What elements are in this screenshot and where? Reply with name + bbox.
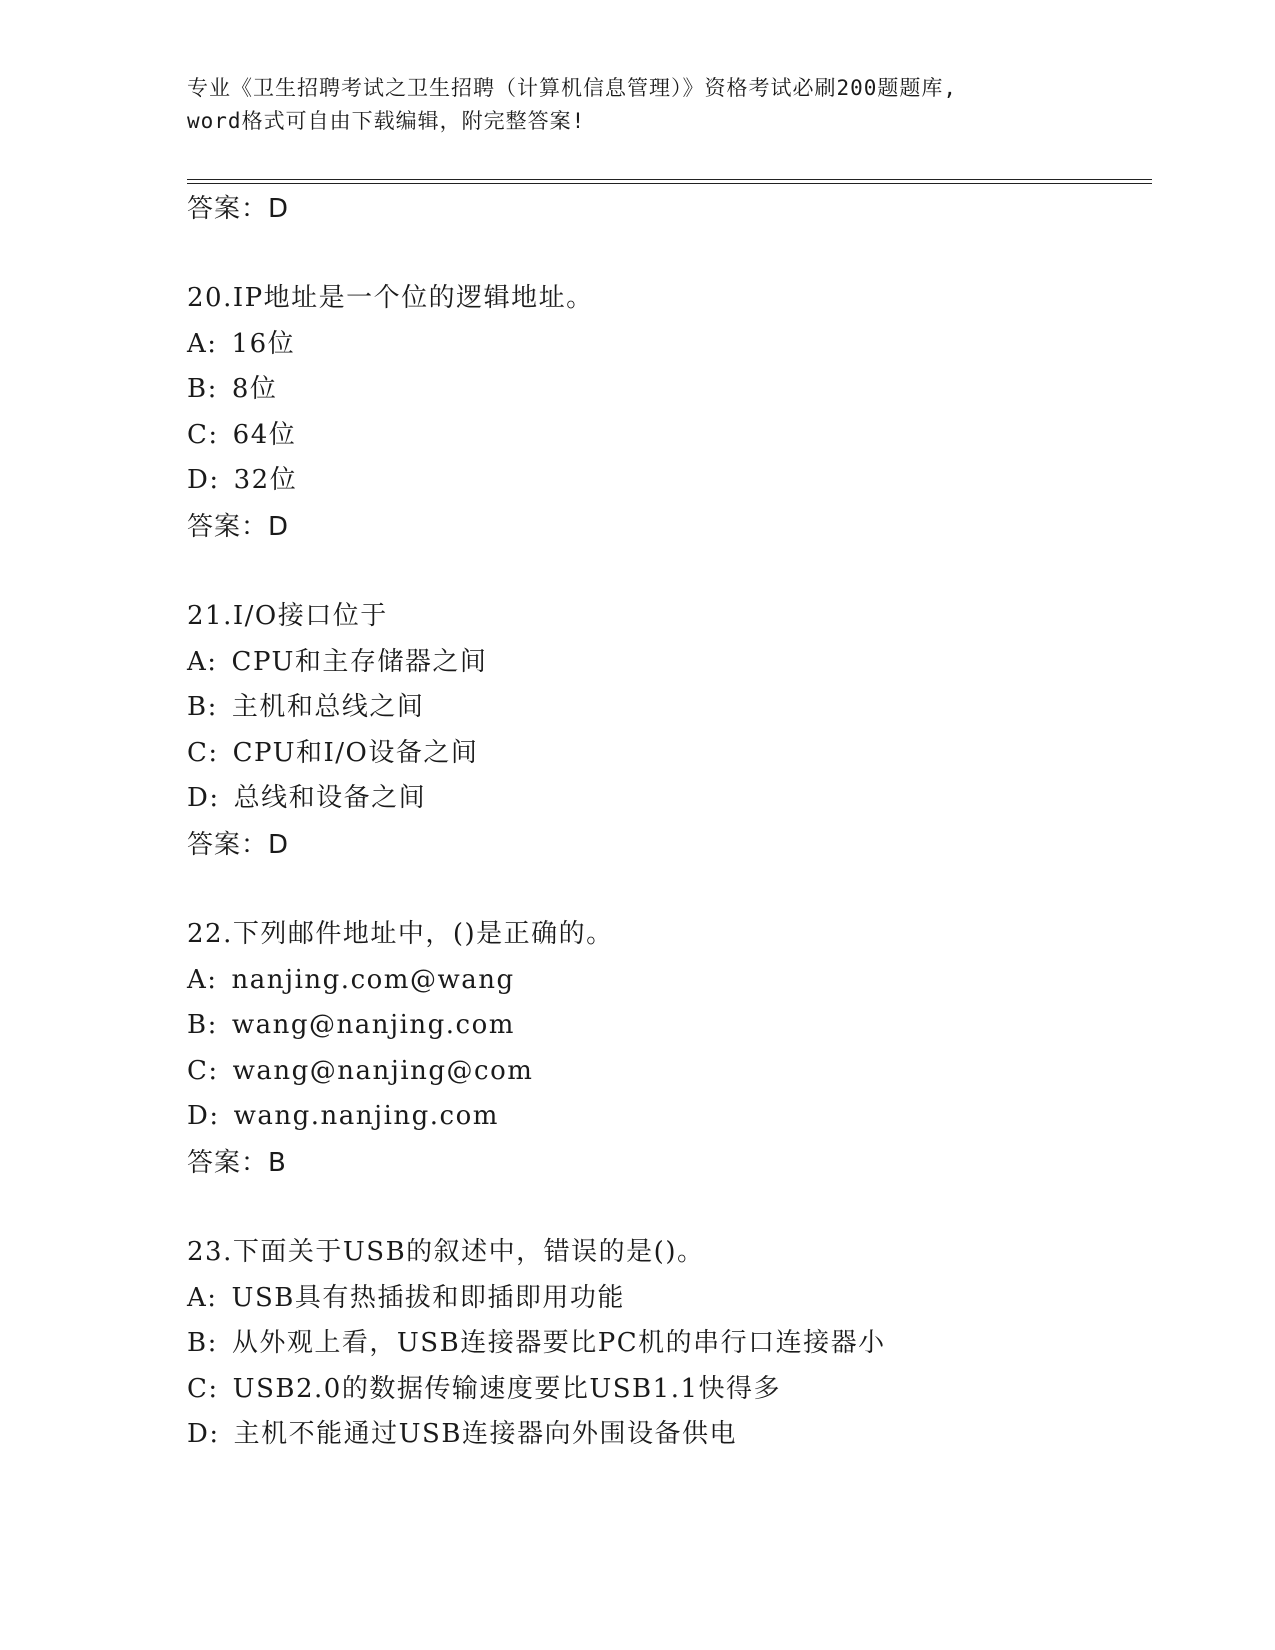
question-stem: 20.IP地址是一个位的逻辑地址。 bbox=[187, 283, 594, 313]
question-stem: 22.下列邮件地址中，()是正确的。 bbox=[187, 918, 614, 949]
option-c bbox=[187, 1367, 1147, 1413]
option-label: B: bbox=[187, 374, 218, 405]
question-item bbox=[187, 594, 1147, 868]
option-text: 32位 bbox=[233, 465, 298, 496]
option-text: 8位 bbox=[231, 374, 278, 405]
question-stem: 23.下面关于USB的叙述中，错误的是()。 bbox=[187, 1236, 705, 1267]
question-stem: 21.I/O接口位于 bbox=[187, 600, 388, 631]
option-label: B: bbox=[187, 1328, 218, 1359]
option-text: CPU和I/O设备之间 bbox=[232, 737, 479, 768]
option-label: D: bbox=[187, 465, 220, 496]
option-text: 总线和设备之间 bbox=[233, 783, 427, 814]
option-b bbox=[187, 685, 1147, 731]
option-text: 64位 bbox=[232, 419, 297, 450]
question-item bbox=[187, 912, 1147, 1186]
option-text: 主机和总线之间 bbox=[231, 692, 425, 723]
question-item bbox=[187, 276, 1147, 550]
question-item bbox=[187, 1230, 1147, 1458]
option-text: USB2.0的数据传输速度要比USB1.1快得多 bbox=[232, 1373, 782, 1404]
option-b bbox=[187, 1003, 1147, 1049]
option-text: wang@nanjing@com bbox=[232, 1055, 534, 1086]
option-d bbox=[187, 776, 1147, 822]
option-text: wang.nanjing.com bbox=[233, 1101, 499, 1132]
answer-line: 答案：D bbox=[187, 829, 290, 860]
header-divider-top bbox=[187, 179, 1152, 180]
option-label: C: bbox=[187, 737, 219, 768]
answer-line: 答案：D bbox=[187, 511, 290, 542]
option-label: C: bbox=[187, 419, 219, 450]
option-label: D: bbox=[187, 1101, 220, 1132]
option-text: 16位 bbox=[231, 328, 296, 359]
option-text: 从外观上看，USB连接器要比PC机的串行口连接器小 bbox=[231, 1328, 886, 1359]
header-line-1: 专业《卫生招聘考试之卫生招聘（计算机信息管理）》资格考试必刷200题题库, bbox=[187, 76, 958, 100]
answer-line: 答案：D bbox=[187, 194, 290, 224]
option-d bbox=[187, 1412, 1147, 1458]
option-b bbox=[187, 1321, 1147, 1367]
option-label: A: bbox=[187, 646, 218, 677]
option-text: CPU和主存储器之间 bbox=[231, 646, 488, 677]
option-label: A: bbox=[187, 1282, 218, 1313]
option-label: B: bbox=[187, 1010, 218, 1041]
option-text: nanjing.com@wang bbox=[231, 964, 515, 995]
option-label: B: bbox=[187, 692, 218, 723]
option-a bbox=[187, 958, 1147, 1004]
option-a bbox=[187, 1276, 1147, 1322]
option-c bbox=[187, 413, 1147, 459]
option-label: A: bbox=[187, 964, 218, 995]
option-label: C: bbox=[187, 1373, 219, 1404]
option-c bbox=[187, 731, 1147, 777]
option-b bbox=[187, 367, 1147, 413]
option-text: wang@nanjing.com bbox=[231, 1010, 515, 1041]
option-text: 主机不能通过USB连接器向外围设备供电 bbox=[233, 1419, 737, 1450]
option-label: A: bbox=[187, 328, 218, 359]
option-d bbox=[187, 458, 1147, 504]
question-list bbox=[187, 186, 1147, 1458]
option-c bbox=[187, 1049, 1147, 1095]
header-line-2: word格式可自由下载编辑，附完整答案! bbox=[187, 109, 586, 133]
option-a bbox=[187, 640, 1147, 686]
option-a bbox=[187, 322, 1147, 368]
option-label: D: bbox=[187, 783, 220, 814]
document-header bbox=[187, 72, 1087, 138]
option-text: USB具有热插拔和即插即用功能 bbox=[231, 1282, 625, 1313]
option-d bbox=[187, 1094, 1147, 1140]
header-divider-bottom bbox=[187, 183, 1152, 184]
option-label: D: bbox=[187, 1419, 220, 1450]
option-label: C: bbox=[187, 1055, 219, 1086]
answer-line: 答案：B bbox=[187, 1147, 287, 1178]
